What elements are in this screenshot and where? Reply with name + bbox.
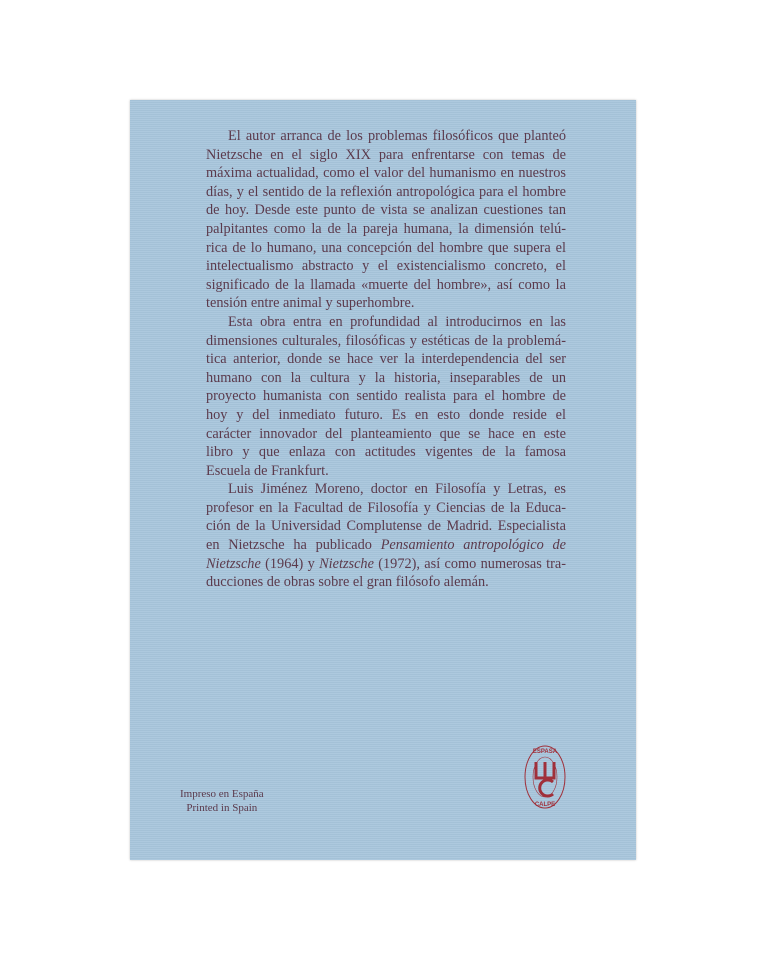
text-fragment: (1972), así como numerosas tra- (373, 555, 566, 572)
text-line: máxima actualidad, como el valor del humanismo en nuestros (206, 165, 566, 182)
imprint-english: Printed in Spain (186, 802, 258, 814)
imprint (180, 787, 264, 815)
text-line: días, y el sentido de la reflexión antropológica para el hombre (206, 183, 566, 200)
text-fragment: en Nietzsche ha publicado (206, 537, 381, 554)
text-line: Escuela de Frankfurt. (206, 462, 329, 479)
text-line: El autor arranca de los problemas filosóficos que planteó (228, 128, 566, 144)
text-line: tensión entre animal y superhombre. (206, 295, 415, 312)
text-line: Luis Jiménez Moreno, doctor en Filosofía y Letras, es (228, 481, 566, 498)
text-line: dimensiones culturales, filosóficas y estéticas de la problemá- (206, 332, 566, 349)
text-line: palpitantes como la de la pareja humana, la dimensión telú- (206, 220, 566, 237)
svg-text:ESPASA: ESPASA (532, 749, 558, 755)
book-title: Nietzsche (206, 555, 261, 572)
text-line: proyecto humanista con sentido realista para el hombre de (206, 388, 566, 405)
text-line: tica anterior, donde se hace ver la interdependencia del ser (206, 351, 566, 368)
blurb-text (206, 127, 566, 592)
imprint-spanish: Impreso en España (180, 788, 264, 800)
book-title: Pensamiento antropológico de (380, 537, 566, 554)
svg-text:CALPE: CALPE (534, 802, 556, 808)
text-line: ducciones de obras sobre el gran filósofo alemán. (206, 574, 489, 591)
book-title: Nietzsche (319, 555, 374, 572)
book-back-cover (130, 100, 636, 860)
text-line: rica de lo humano, una concepción del hombre que supera el (206, 239, 566, 256)
text-line (206, 555, 566, 574)
text-line: de hoy. Desde este punto de vista se analizan cuestiones tan (206, 202, 566, 219)
text-line: Nietzsche en el siglo XIX para enfrentarse con temas de (206, 146, 566, 163)
author-bio (206, 480, 566, 592)
text-line: profesor en la Facultad de Filosofía y Ciencias de la Educa- (206, 499, 566, 516)
text-line: humano con la cultura y la historia, inseparables de un (206, 369, 566, 386)
paragraph-1 (206, 127, 566, 313)
text-line (206, 536, 566, 555)
espasa-calpe-logo-icon (523, 744, 567, 810)
text-line: Esta obra entra en profundidad al introducirnos en las (228, 313, 566, 330)
text-line: carácter innovador del planteamiento que se hace en este (206, 425, 566, 442)
text-line: libro y que enlaza con actitudes vigentes de la famosa (206, 444, 566, 461)
text-line: hoy y del inmediato futuro. Es en esto donde reside el (206, 406, 566, 423)
paragraph-2 (206, 313, 566, 480)
text-fragment: (1964) y (260, 555, 320, 572)
text-line: intelectualismo abstracto y el existencialismo concreto, el (206, 258, 566, 275)
text-line: significado de la llamada «muerte del hombre», así como la (206, 276, 566, 293)
text-line: ción de la Universidad Complutense de Madrid. Especialista (206, 518, 566, 535)
